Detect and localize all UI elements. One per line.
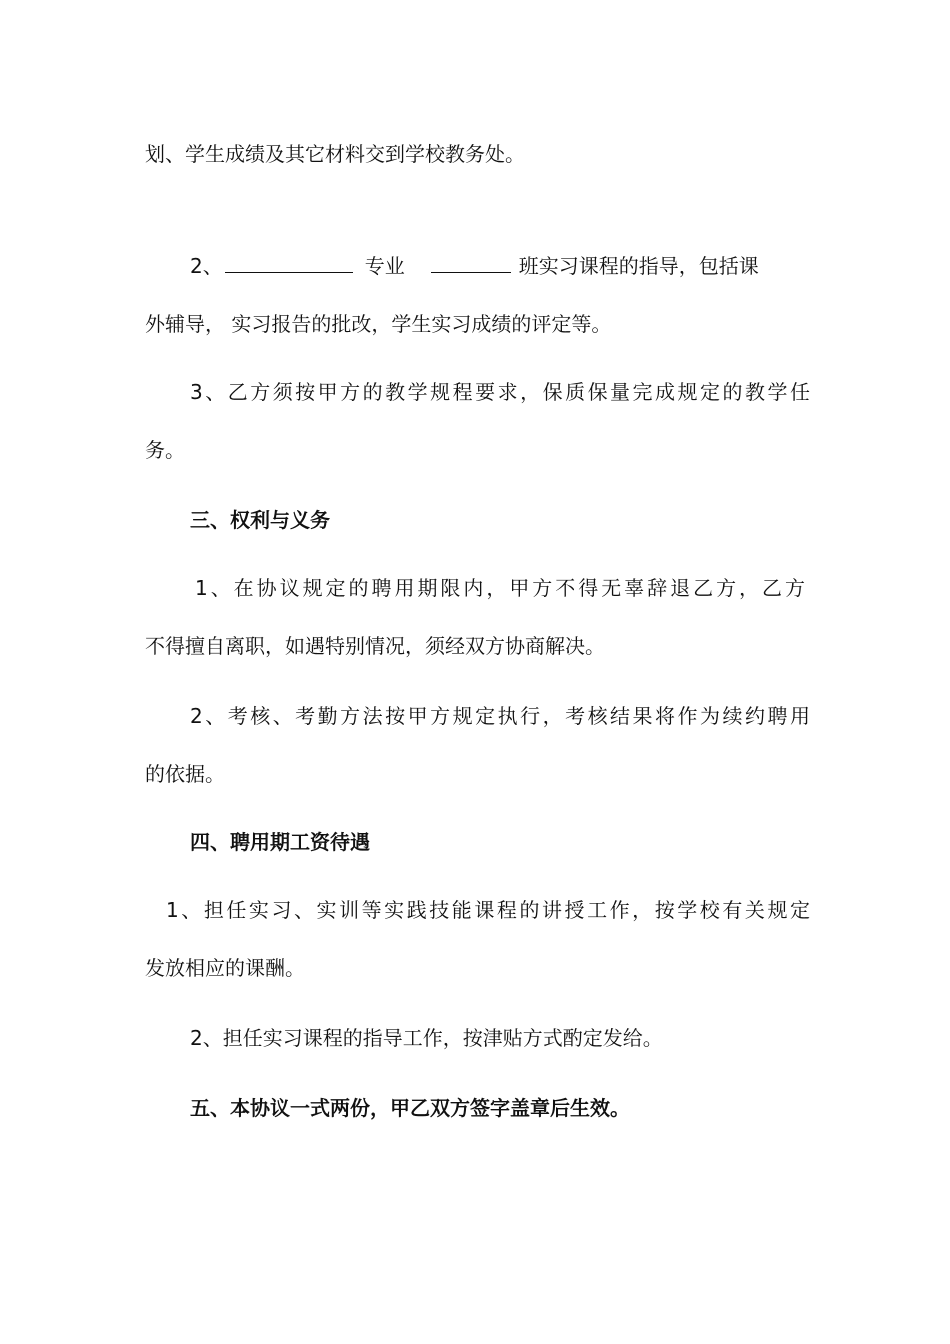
section-heading-3: 三、权利与义务 <box>190 508 330 532</box>
wage-1-line-1: 1、担任实习、实训等实践技能课程的讲授工作，按学校有关规定 <box>166 898 810 922</box>
paragraph-2-line-1 <box>190 252 810 280</box>
paragraph-2-number: 2、 <box>190 254 223 278</box>
rights-2-line-1: 2、考核、考勤方法按甲方规定执行，考核结果将作为续约聘用 <box>190 704 810 728</box>
wage-1-line-2: 发放相应的课酬。 <box>145 956 305 980</box>
class-blank <box>431 252 511 273</box>
major-label: 专业 <box>364 254 405 278</box>
wage-2: 2、担任实习课程的指导工作，按津贴方式酌定发给。 <box>190 1026 663 1050</box>
rights-1-line-1: 1、在协议规定的聘用期限内，甲方不得无辜辞退乙方，乙方 <box>195 576 805 600</box>
paragraph-3-line-1: 3、乙方须按甲方的教学规程要求，保质保量完成规定的教学任 <box>190 380 810 404</box>
paragraph-2-line-2: 外辅导， 实习报告的批改，学生实习成绩的评定等。 <box>145 312 612 336</box>
rights-2-line-2: 的依据。 <box>145 762 225 786</box>
paragraph-2-rest: 班实习课程的指导，包括课 <box>518 254 759 278</box>
section-heading-5: 五、本协议一式两份，甲乙双方签字盖章后生效。 <box>190 1096 630 1120</box>
paragraph-3-line-2: 务。 <box>145 438 185 462</box>
section-heading-4: 四、聘用期工资待遇 <box>190 830 370 854</box>
major-blank <box>225 252 353 273</box>
paragraph-continuation: 划、学生成绩及其它材料交到学校教务处。 <box>145 142 525 166</box>
rights-1-line-2: 不得擅自离职，如遇特别情况，须经双方协商解决。 <box>145 634 605 658</box>
